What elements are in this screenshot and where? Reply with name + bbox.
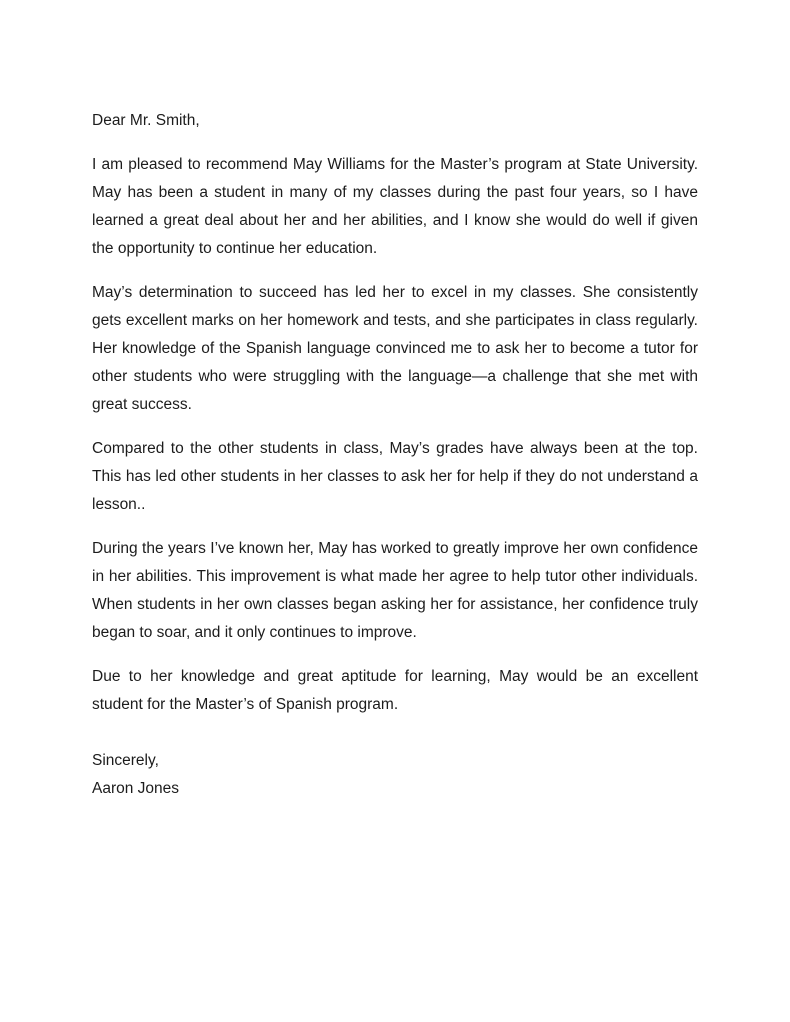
letter-paragraph-1: I am pleased to recommend May Williams for the Master’s program at State University. May has been a student in many of my classes during the past four years, so I have learned a great deal about her and her abilities, and I know she would do well if given the opportunity to continue her education. (92, 156, 698, 257)
letter-signature-name: Aaron Jones (92, 780, 180, 797)
letter-paragraph-3: Compared to the other students in class, May’s grades have always been at the top. This has led other students in her classes to ask her for help if they do not understand a lesson.. (92, 440, 698, 513)
letter-closing (92, 747, 698, 803)
letter-body (92, 107, 698, 803)
letter-paragraph-4: During the years I’ve known her, May has worked to greatly improve her own confidence in her abilities. This improvement is what made her agree to help tutor other individuals. When students in her own classes began asking her for assistance, her confidence truly began to soar, and it only continues to improve. (92, 540, 698, 641)
letter-paragraph-2: May’s determination to succeed has led her to excel in my classes. She consistently gets excellent marks on her homework and tests, and she participates in class regularly. Her knowledge of the Spanish language convinced me to ask her to become a tutor for other students who were struggling with the language—a challenge that she met with great success. (92, 284, 698, 413)
letter-paragraph-5: Due to her knowledge and great aptitude for learning, May would be an excellent student for the Master’s of Spanish program. (92, 668, 698, 713)
letter-salutation: Dear Mr. Smith, (92, 112, 200, 129)
letter-valediction: Sincerely, (92, 752, 159, 769)
